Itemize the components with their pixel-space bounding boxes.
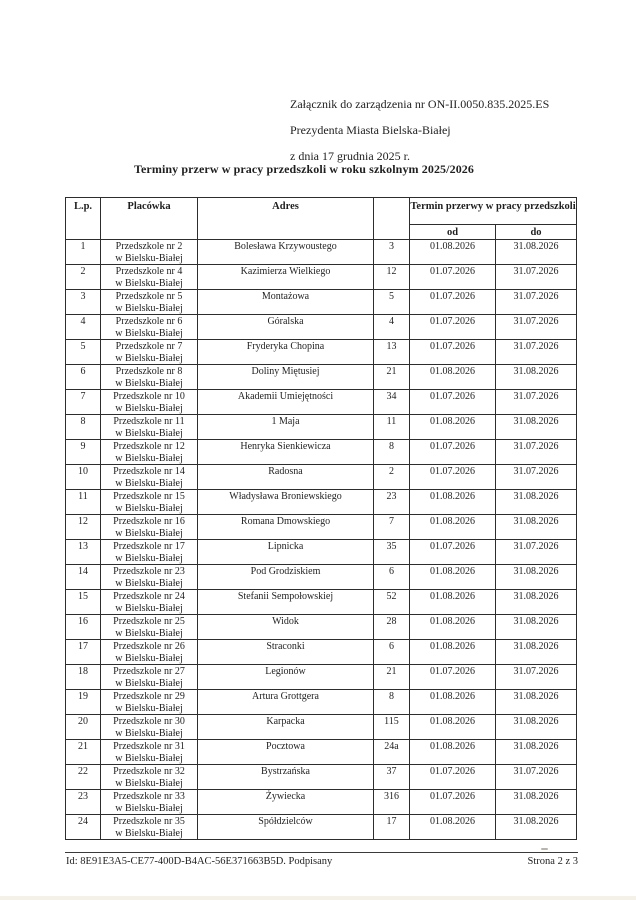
table-row [66,740,577,765]
document-title: Terminy przerw w pracy przedszkoli w roku szkolnym 2025/2026 [134,162,474,176]
cell-date-from: 01.08.2026 [410,415,496,440]
footer-rule [65,852,578,853]
cell-lp: 5 [66,340,101,365]
cell-date-from: 01.07.2026 [410,765,496,790]
facility-city: w Bielsku-Białej [115,802,183,814]
cell-building-number: 6 [374,640,410,665]
cell-date-to: 31.08.2026 [496,690,577,715]
facility-name: Przedszkole nr 33 [113,791,185,802]
facility-name: Przedszkole nr 32 [113,766,185,777]
cell-date-to: 31.07.2026 [496,665,577,690]
cell-street: Kazimierza Wielkiego [198,265,374,290]
cell-date-to: 31.07.2026 [496,465,577,490]
cell-placowka [101,415,198,440]
cell-date-to: 31.07.2026 [496,340,577,365]
cell-date-to: 31.07.2026 [496,265,577,290]
table-row [66,265,577,290]
cell-street: Władysława Broniewskiego [198,490,374,515]
table-row [66,540,577,565]
cell-date-from: 01.07.2026 [410,790,496,815]
cell-street: Pod Grodziskiem [198,565,374,590]
cell-lp: 2 [66,265,101,290]
table-row [66,815,577,840]
facility-name: Przedszkole nr 15 [113,491,185,502]
cell-building-number: 6 [374,565,410,590]
table-row [66,765,577,790]
table-row [66,590,577,615]
cell-street: 1 Maja [198,415,374,440]
scan-edge-artifact [0,896,636,900]
cell-building-number: 35 [374,540,410,565]
cell-date-to: 31.08.2026 [496,415,577,440]
facility-city: w Bielsku-Białej [115,402,183,414]
cell-building-number: 11 [374,415,410,440]
cell-lp: 16 [66,615,101,640]
cell-placowka [101,565,198,590]
table-row [66,290,577,315]
facility-city: w Bielsku-Białej [115,327,183,339]
cell-street: Widok [198,615,374,640]
scan-artifact [541,848,548,850]
cell-street: Artura Grottgera [198,690,374,715]
facility-city: w Bielsku-Białej [115,602,183,614]
cell-placowka [101,690,198,715]
cell-placowka [101,440,198,465]
table-row [66,565,577,590]
cell-date-from: 01.08.2026 [410,740,496,765]
cell-date-from: 01.08.2026 [410,640,496,665]
cell-date-from: 01.08.2026 [410,240,496,265]
footer-document-id: Id: 8E91E3A5-CE77-400D-B4AC-56E371663B5D. Podpisany [66,856,333,867]
table-row [66,690,577,715]
attachment-line-1: Załącznik do zarządzenia nr ON-II.0050.835.2025.ES [290,97,550,111]
cell-lp: 24 [66,815,101,840]
cell-street: Radosna [198,465,374,490]
col-header-adres: Adres [198,198,374,240]
facility-city: w Bielsku-Białej [115,477,183,489]
cell-street: Bolesława Krzywoustego [198,240,374,265]
facility-city: w Bielsku-Białej [115,652,183,664]
cell-building-number: 12 [374,265,410,290]
cell-lp: 22 [66,765,101,790]
facility-city: w Bielsku-Białej [115,427,183,439]
facility-name: Przedszkole nr 27 [113,666,185,677]
cell-building-number: 34 [374,390,410,415]
footer-page-number: Strona 2 z 3 [527,856,578,867]
cell-date-to: 31.08.2026 [496,515,577,540]
cell-street: Legionów [198,665,374,690]
cell-placowka [101,365,198,390]
facility-city: w Bielsku-Białej [115,377,183,389]
cell-placowka [101,490,198,515]
facility-name: Przedszkole nr 10 [113,391,185,402]
cell-street: Pocztowa [198,740,374,765]
facility-city: w Bielsku-Białej [115,777,183,789]
cell-date-to: 31.08.2026 [496,815,577,840]
facility-name: Przedszkole nr 7 [115,341,183,352]
cell-date-from: 01.07.2026 [410,665,496,690]
cell-lp: 1 [66,240,101,265]
facility-city: w Bielsku-Białej [115,727,183,739]
cell-building-number: 8 [374,690,410,715]
cell-lp: 20 [66,715,101,740]
cell-placowka [101,390,198,415]
facility-name: Przedszkole nr 24 [113,591,185,602]
facility-city: w Bielsku-Białej [115,577,183,589]
attachment-block [290,91,549,169]
cell-date-to: 31.08.2026 [496,715,577,740]
table-row [66,315,577,340]
facility-city: w Bielsku-Białej [115,702,183,714]
facility-city: w Bielsku-Białej [115,252,183,264]
table-row [66,640,577,665]
cell-placowka [101,590,198,615]
cell-street: Montażowa [198,290,374,315]
facility-name: Przedszkole nr 11 [113,416,185,427]
cell-date-to: 31.08.2026 [496,615,577,640]
cell-date-from: 01.08.2026 [410,615,496,640]
facility-name: Przedszkole nr 26 [113,641,185,652]
table-row [66,790,577,815]
cell-date-from: 01.08.2026 [410,365,496,390]
cell-date-to: 31.07.2026 [496,290,577,315]
cell-placowka [101,640,198,665]
cell-lp: 19 [66,690,101,715]
facility-name: Przedszkole nr 23 [113,566,185,577]
cell-lp: 7 [66,390,101,415]
cell-placowka [101,740,198,765]
col-header-building-number [374,198,410,240]
facility-name: Przedszkole nr 29 [113,691,185,702]
cell-date-to: 31.08.2026 [496,640,577,665]
cell-building-number: 23 [374,490,410,515]
cell-building-number: 24a [374,740,410,765]
cell-street: Fryderyka Chopina [198,340,374,365]
cell-placowka [101,515,198,540]
cell-placowka [101,790,198,815]
cell-lp: 14 [66,565,101,590]
cell-building-number: 115 [374,715,410,740]
cell-street: Spółdzielców [198,815,374,840]
facility-city: w Bielsku-Białej [115,627,183,639]
table-row [66,415,577,440]
cell-date-to: 31.08.2026 [496,240,577,265]
facility-city: w Bielsku-Białej [115,452,183,464]
facility-name: Przedszkole nr 25 [113,616,185,627]
cell-street: Karpacka [198,715,374,740]
facility-city: w Bielsku-Białej [115,352,183,364]
cell-date-from: 01.08.2026 [410,815,496,840]
cell-date-from: 01.07.2026 [410,290,496,315]
facility-name: Przedszkole nr 2 [115,241,183,252]
cell-lp: 15 [66,590,101,615]
cell-building-number: 2 [374,465,410,490]
cell-street: Lipnicka [198,540,374,565]
cell-date-to: 31.08.2026 [496,490,577,515]
cell-date-to: 31.07.2026 [496,315,577,340]
cell-building-number: 316 [374,790,410,815]
facility-name: Przedszkole nr 16 [113,516,185,527]
table-row [66,340,577,365]
cell-date-to: 31.07.2026 [496,540,577,565]
facility-name: Przedszkole nr 12 [113,441,185,452]
cell-date-to: 31.07.2026 [496,440,577,465]
attachment-line-3: z dnia 17 grudnia 2025 r. [290,149,410,163]
cell-lp: 4 [66,315,101,340]
cell-building-number: 21 [374,665,410,690]
cell-placowka [101,265,198,290]
cell-lp: 23 [66,790,101,815]
cell-lp: 17 [66,640,101,665]
cell-date-from: 01.07.2026 [410,340,496,365]
cell-building-number: 4 [374,315,410,340]
cell-date-from: 01.08.2026 [410,515,496,540]
facility-city: w Bielsku-Białej [115,502,183,514]
cell-street: Bystrzańska [198,765,374,790]
cell-placowka [101,465,198,490]
table-body [66,240,577,840]
cell-placowka [101,765,198,790]
cell-date-to: 31.08.2026 [496,565,577,590]
table-row [66,615,577,640]
cell-placowka [101,290,198,315]
cell-lp: 21 [66,740,101,765]
cell-street: Żywiecka [198,790,374,815]
cell-building-number: 7 [374,515,410,540]
cell-date-from: 01.07.2026 [410,540,496,565]
cell-placowka [101,540,198,565]
facility-name: Przedszkole nr 4 [115,266,183,277]
table-row [66,365,577,390]
cell-date-to: 31.08.2026 [496,790,577,815]
cell-date-to: 31.08.2026 [496,590,577,615]
cell-date-from: 01.07.2026 [410,265,496,290]
cell-street: Doliny Miętusiej [198,365,374,390]
col-header-lp: L.p. [66,198,101,240]
facility-name: Przedszkole nr 6 [115,316,183,327]
cell-date-from: 01.07.2026 [410,440,496,465]
facility-city: w Bielsku-Białej [115,827,183,839]
cell-street: Romana Dmowskiego [198,515,374,540]
facility-city: w Bielsku-Białej [115,552,183,564]
cell-lp: 11 [66,490,101,515]
cell-date-from: 01.08.2026 [410,690,496,715]
cell-date-from: 01.07.2026 [410,465,496,490]
cell-building-number: 52 [374,590,410,615]
facility-city: w Bielsku-Białej [115,752,183,764]
cell-street: Henryka Sienkiewicza [198,440,374,465]
cell-placowka [101,315,198,340]
cell-placowka [101,240,198,265]
table-row [66,490,577,515]
table-row [66,440,577,465]
facility-city: w Bielsku-Białej [115,302,183,314]
cell-date-from: 01.08.2026 [410,715,496,740]
cell-date-from: 01.07.2026 [410,315,496,340]
cell-street: Stefanii Sempołowskiej [198,590,374,615]
cell-date-to: 31.07.2026 [496,765,577,790]
cell-building-number: 5 [374,290,410,315]
cell-lp: 12 [66,515,101,540]
facility-name: Przedszkole nr 30 [113,716,185,727]
table-row [66,465,577,490]
cell-date-from: 01.07.2026 [410,390,496,415]
cell-placowka [101,665,198,690]
table-row [66,390,577,415]
cell-lp: 9 [66,440,101,465]
cell-date-from: 01.08.2026 [410,490,496,515]
cell-lp: 3 [66,290,101,315]
cell-lp: 6 [66,365,101,390]
cell-date-to: 31.08.2026 [496,740,577,765]
cell-date-to: 31.07.2026 [496,390,577,415]
cell-lp: 18 [66,665,101,690]
cell-street: Akademii Umiejętności [198,390,374,415]
table-row [66,665,577,690]
col-header-termin-group: Termin przerwy w pracy przedszkoli [410,198,577,225]
facility-name: Przedszkole nr 14 [113,466,185,477]
facility-city: w Bielsku-Białej [115,677,183,689]
col-header-od: od [410,225,496,240]
col-header-do: do [496,225,577,240]
cell-street: Straconki [198,640,374,665]
table-header [66,198,577,240]
table-row [66,515,577,540]
cell-lp: 13 [66,540,101,565]
facility-city: w Bielsku-Białej [115,277,183,289]
cell-placowka [101,715,198,740]
cell-building-number: 13 [374,340,410,365]
cell-street: Góralska [198,315,374,340]
facility-city: w Bielsku-Białej [115,527,183,539]
attachment-line-2: Prezydenta Miasta Bielska-Białej [290,123,451,137]
table-row [66,240,577,265]
facility-name: Przedszkole nr 5 [115,291,183,302]
cell-lp: 10 [66,465,101,490]
facility-name: Przedszkole nr 35 [113,816,185,827]
cell-building-number: 17 [374,815,410,840]
cell-date-from: 01.08.2026 [410,565,496,590]
cell-building-number: 8 [374,440,410,465]
cell-building-number: 28 [374,615,410,640]
cell-building-number: 37 [374,765,410,790]
facility-name: Przedszkole nr 31 [113,741,185,752]
cell-placowka [101,615,198,640]
table-row [66,715,577,740]
cell-lp: 8 [66,415,101,440]
cell-building-number: 3 [374,240,410,265]
cell-placowka [101,815,198,840]
schedule-table [65,197,577,840]
col-header-placowka: Placówka [101,198,198,240]
cell-building-number: 21 [374,365,410,390]
cell-placowka [101,340,198,365]
facility-name: Przedszkole nr 8 [115,366,183,377]
cell-date-to: 31.08.2026 [496,365,577,390]
facility-name: Przedszkole nr 17 [113,541,185,552]
cell-date-from: 01.08.2026 [410,590,496,615]
